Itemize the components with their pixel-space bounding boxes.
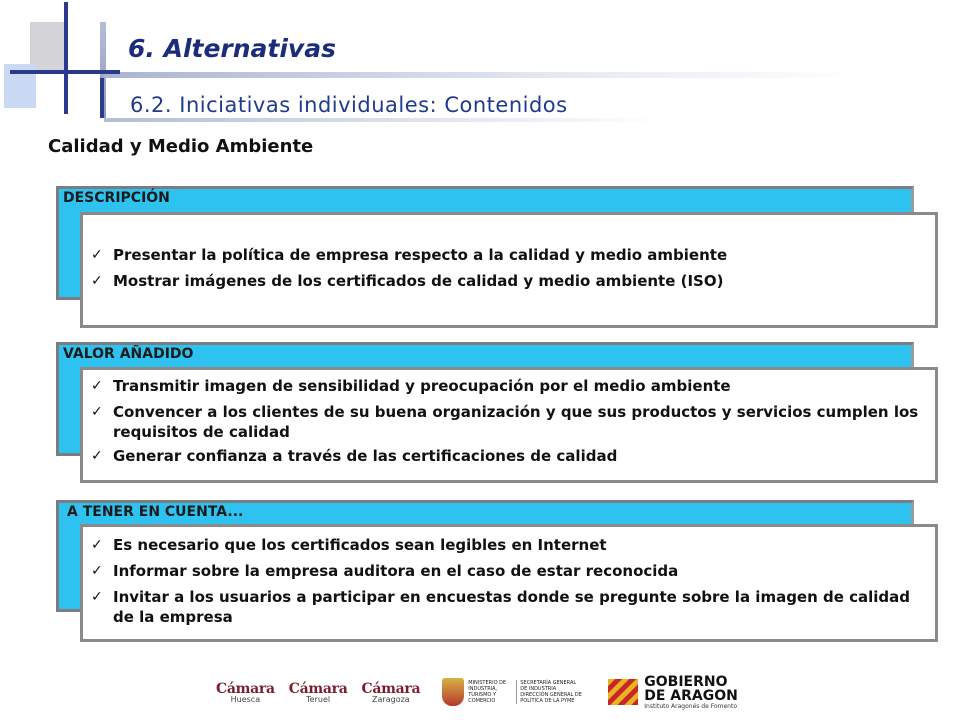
check-icon: ✓ (91, 589, 103, 605)
panel-tener-body (80, 524, 938, 642)
slide-title: 6. Alternativas (128, 34, 336, 63)
section-heading: Calidad y Medio Ambiente (48, 136, 314, 157)
list-item (91, 535, 927, 555)
coat-of-arms-icon (442, 678, 464, 706)
decorative-horizontal-line (10, 70, 120, 74)
decorative-subtitle-underline (104, 118, 664, 122)
list-item (91, 446, 927, 466)
decorative-vertical-line (64, 2, 68, 114)
check-icon: ✓ (91, 378, 103, 394)
list-item (91, 245, 927, 265)
check-icon: ✓ (91, 563, 103, 579)
camara-zaragoza-logo: Cámara Zaragoza (361, 680, 421, 704)
camara-huesca-logo: Cámara Huesca (216, 680, 275, 704)
panel-descripcion-body (80, 212, 938, 328)
check-icon: ✓ (91, 404, 103, 420)
list-item-text: Es necesario que los certificados sean legibles en Internet (113, 536, 607, 554)
list-item (91, 271, 927, 291)
list-item-text: Informar sobre la empresa auditora en el caso de estar reconocida (113, 562, 679, 580)
decorative-title-underline (104, 72, 864, 78)
check-icon: ✓ (91, 273, 103, 289)
panel-valor-body (80, 367, 938, 483)
list-item-text: Invitar a los usuarios a participar en encuestas donde se pregunte sobre la imagen de calidad de la empresa (113, 588, 911, 626)
slide-subtitle: 6.2. Iniciativas individuales: Contenidos (130, 93, 568, 117)
aragon-flag-icon (608, 679, 638, 705)
list-item-text: Transmitir imagen de sensibilidad y preocupación por el medio ambiente (113, 377, 731, 395)
list-item (91, 587, 927, 627)
list-item-text: Convencer a los clientes de su buena organización y que sus productos y servicios cumplen los requisitos de calidad (113, 403, 919, 441)
list-item (91, 376, 927, 396)
check-icon: ✓ (91, 537, 103, 553)
footer-logos (216, 672, 738, 712)
panel-label: A TENER EN CUENTA... (67, 504, 244, 520)
decorative-vertical-line-short (100, 78, 104, 118)
list-item-text: Presentar la política de empresa respecto a la calidad y medio ambiente (113, 246, 728, 264)
ministerio-logo: MINISTERIO DE INDUSTRIA, TURISMO Y COMERCIO SECRETARÍA GENERAL DE INDUSTRIA DIRECCIÓN GENERAL DE POLÍTICA DE LA PYME (442, 678, 584, 706)
check-icon: ✓ (91, 448, 103, 464)
list-item-text: Generar confianza a través de las certificaciones de calidad (113, 447, 618, 465)
gobierno-aragon-logo: GOBIERNO DE ARAGON Instituto Aragonés de Fomento (608, 675, 738, 710)
list-item (91, 402, 927, 442)
list-item-text: Mostrar imágenes de los certificados de calidad y medio ambiente (ISO) (113, 272, 724, 290)
panel-label: DESCRIPCIÓN (63, 190, 170, 206)
panel-label: VALOR AÑADIDO (63, 346, 194, 362)
camara-teruel-logo: Cámara Teruel (288, 680, 348, 704)
list-item (91, 561, 927, 581)
check-icon: ✓ (91, 247, 103, 263)
